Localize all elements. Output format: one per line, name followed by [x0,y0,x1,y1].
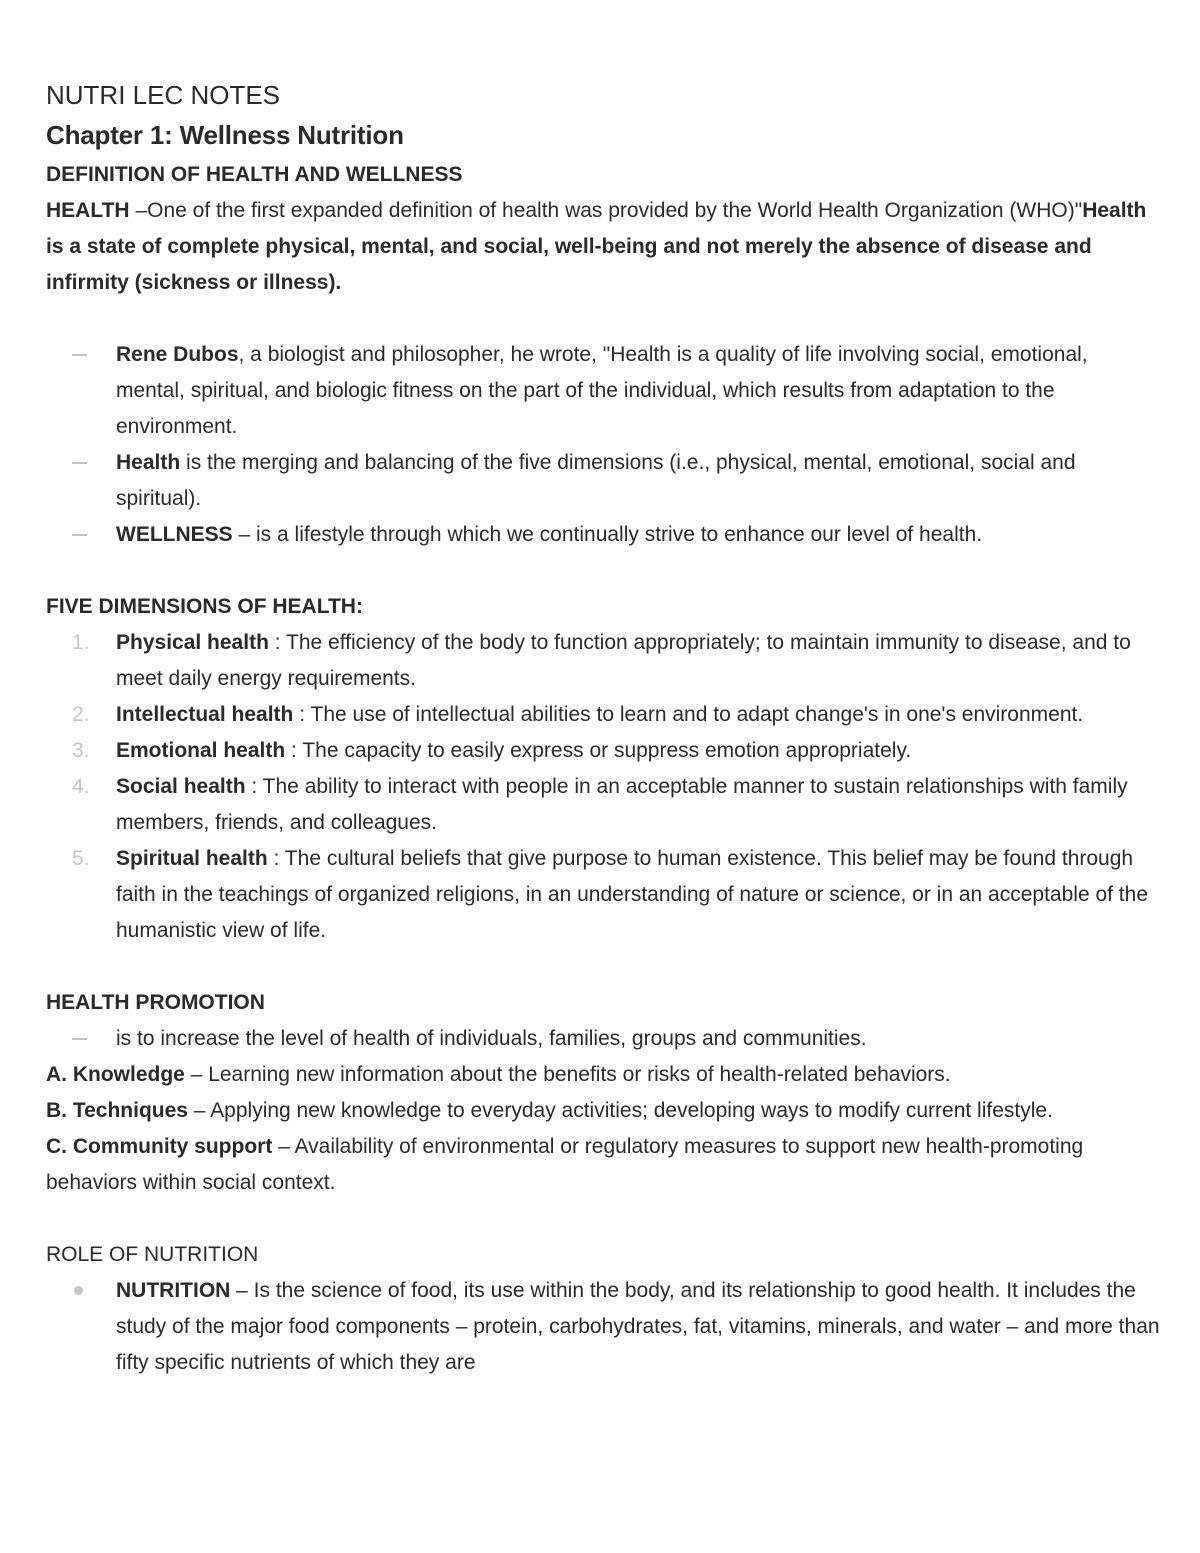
list-item-term: NUTRITION [116,1279,231,1302]
list-item [46,841,1160,949]
spacer [46,301,1160,337]
list-item [46,625,1160,697]
promotion-section [46,985,1160,1201]
list-number: 2. [72,703,90,726]
list-item-text: : The cultural beliefs that give purpose to human existence. This belief may be found through faith in the teachings of organized religions, in an understanding of nature or science, or in an acceptable of the humanistic view of life. [116,847,1149,942]
dimensions-section [46,589,1160,949]
list-item-term: Intellectual health [116,703,294,726]
list-item [46,1273,1160,1381]
list-item-term: Emotional health [116,739,286,762]
dimensions-list [46,625,1160,949]
list-item-text: : The ability to interact with people in an acceptable manner to sustain relationships with family members, friends, and colleagues. [116,775,1128,834]
spacer [46,1201,1160,1237]
promotion-item-text: – Applying new knowledge to everyday activities; developing ways to modify current lifestyle. [187,1099,1053,1122]
definition-heading: DEFINITION OF HEALTH AND WELLNESS [46,163,463,186]
list-item-term: WELLNESS [116,523,233,546]
list-number: 4. [72,775,90,798]
list-item [46,517,1160,553]
list-item-text: : The capacity to easily express or suppress emotion appropriately. [285,739,912,762]
promotion-dash-list [46,1021,1160,1057]
dash-bullet-icon [72,1038,87,1040]
chapter-title: Chapter 1: Wellness Nutrition [46,120,404,150]
spacer [46,553,1160,589]
spacer [46,949,1160,985]
list-item-text: : The efficiency of the body to function appropriately; to maintain immunity to disease, and to meet daily energy requirements. [116,631,1131,690]
promotion-heading: HEALTH PROMOTION [46,991,265,1014]
list-item-text: is to increase the level of health of individuals, families, groups and communities. [116,1027,867,1050]
health-term: HEALTH [46,199,130,222]
list-item-text: – Is the science of food, its use within the body, and its relationship to good health. It includes the study of the major food components – protein, carbohydrates, fat, vitamins, minerals, and water – and more than fifty specific nutrients of which they are [116,1279,1160,1374]
promotion-item [46,1093,1160,1129]
list-item-term: Health [116,451,181,474]
nutrition-list [46,1273,1160,1381]
promotion-item [46,1129,1160,1201]
list-item-term: Physical health [116,631,269,654]
nutrition-heading: ROLE OF NUTRITION [46,1243,259,1266]
list-item [46,697,1160,733]
health-definition-paragraph [46,193,1160,301]
document-title: NUTRI LEC NOTES [46,80,281,110]
list-number: 5. [72,847,90,870]
promotion-item-term: A. Knowledge [46,1063,185,1086]
list-number: 1. [72,631,90,654]
nutrition-section [46,1237,1160,1381]
list-item-text: – is a lifestyle through which we continually strive to enhance our level of health. [232,523,983,546]
dot-bullet-icon [74,1286,83,1295]
promotion-item-term: C. Community support [46,1135,273,1158]
list-item-term: Rene Dubos [116,343,239,366]
promotion-item-term: B. Techniques [46,1099,188,1122]
dash-bullet-icon [72,534,87,536]
health-definition-text: –One of the first expanded definition of health was provided by the World Health Organization (WHO)" [129,199,1083,222]
list-item [46,733,1160,769]
list-item-text: is the merging and balancing of the five dimensions (i.e., physical, mental, emotional, social and spiritual). [116,451,1076,510]
dash-bullet-icon [72,462,87,464]
dimensions-heading: FIVE DIMENSIONS OF HEALTH: [46,595,363,618]
definition-section [46,157,1160,553]
list-item-text: : The use of intellectual abilities to learn and to adapt change's in one's environment. [293,703,1084,726]
definition-list [46,337,1160,553]
promotion-item [46,1057,1160,1093]
dash-bullet-icon [72,354,87,356]
promotion-item-text: – Learning new information about the benefits or risks of health-related behaviors. [184,1063,951,1086]
list-item [46,337,1160,445]
list-item [46,445,1160,517]
list-item [46,769,1160,841]
promotion-item-text: – Availability of environmental or regulatory measures to support new health-promoting behaviors within social context. [46,1135,1084,1194]
list-item [46,1021,1160,1057]
list-item-term: Spiritual health [116,847,268,870]
list-item-term: Social health [116,775,246,798]
list-number: 3. [72,739,90,762]
who-quote: Health is a state of complete physical, mental, and social, well-being and not merely the absence of disease and infirmity (sickness or illness). [46,199,1147,294]
list-item-text: , a biologist and philosopher, he wrote, "Health is a quality of life involving social, emotional, mental, spiritual, and biologic fitness on the part of the individual, which results from adaptation to the environment. [116,343,1088,438]
